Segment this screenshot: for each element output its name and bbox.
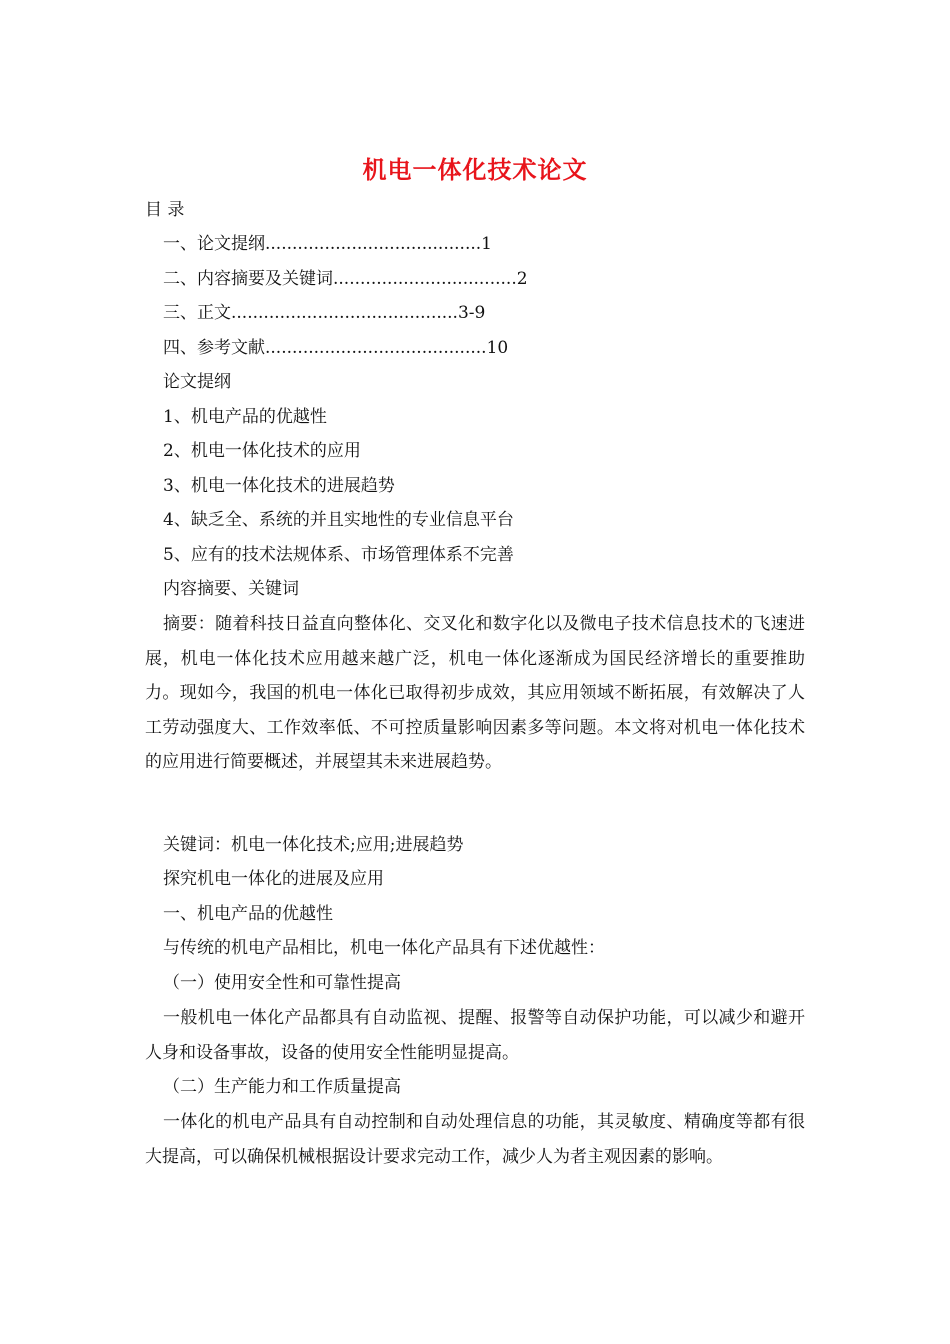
- outline-item: 4、缺乏全、系统的并且实地性的专业信息平台: [163, 510, 514, 530]
- abstract-heading: 内容摘要、关键词: [163, 579, 299, 599]
- keywords-line: 关键词：机电一体化技术;应用;进展趋势: [163, 835, 464, 855]
- document-title: 机电一体化技术论文: [362, 155, 588, 184]
- toc-entry-label: 二、内容摘要及关键词: [163, 269, 333, 289]
- subsection-paragraph: 一般机电一体化产品都具有自动监视、提醒、报警等自动保护功能，可以减少和避开人身和设备事故，设备的使用安全性能明显提高。: [145, 1008, 805, 1063]
- abstract-paragraph: 摘要：随着科技日益直向整体化、交叉化和数字化以及微电子技术信息技术的飞速进展，机电一体化技术应用越来越广泛，机电一体化逐渐成为国民经济增长的重要推助力。现如今，我国的机电一体化已取得初步成效，其应用领域不断拓展，有效解决了人工劳动强度大、工作效率低、不可控质量影响因素多等问题。本文将对机电一体化技术的应用进行简要概述，并展望其未来进展趋势。: [145, 614, 805, 772]
- toc-heading: 目 录: [145, 200, 185, 220]
- toc-entry-page: 3-9: [457, 303, 486, 323]
- toc-entry-label: 四、参考文献: [163, 338, 265, 358]
- outline-item: 2、机电一体化技术的应用: [163, 441, 361, 461]
- toc-entry-dots: ........................................: [265, 234, 482, 254]
- toc-entry: [163, 331, 693, 365]
- section-intro: 与传统的机电产品相比，机电一体化产品具有下述优越性：: [163, 938, 605, 958]
- outline-item: 5、应有的技术法规体系、市场管理体系不完善: [163, 545, 514, 565]
- outline-heading: 论文提纲: [163, 372, 231, 392]
- outline-item: 1、机电产品的优越性: [163, 407, 327, 427]
- subsection-paragraph: 一体化的机电产品具有自动控制和自动处理信息的功能，其灵敏度、精确度等都有很大提高，可以确保机械根据设计要求完动工作，减少人为者主观因素的影响。: [145, 1112, 805, 1167]
- toc-entry: [163, 227, 693, 261]
- section-heading: 一、机电产品的优越性: [163, 904, 333, 924]
- toc-entry-label: 一、论文提纲: [163, 234, 265, 254]
- body-title: 探究机电一体化的进展及应用: [163, 869, 384, 889]
- toc-entry-dots: .........................................: [265, 338, 487, 358]
- toc-entry-page: 2: [516, 269, 528, 289]
- toc-entry-page: 1: [481, 234, 492, 254]
- outline-item: 3、机电一体化技术的进展趋势: [163, 476, 395, 496]
- toc-entry: [163, 262, 693, 296]
- toc-entry-dots: ..................................: [333, 269, 517, 289]
- subsection-heading: （一）使用安全性和可靠性提高: [163, 973, 401, 993]
- toc-entry-label: 三、正文: [163, 303, 231, 323]
- toc-entry-page: 10: [486, 338, 509, 358]
- subsection-heading: （二）生产能力和工作质量提高: [163, 1077, 401, 1097]
- toc-entry: [163, 296, 693, 330]
- toc-entry-dots: ..........................................: [231, 303, 458, 323]
